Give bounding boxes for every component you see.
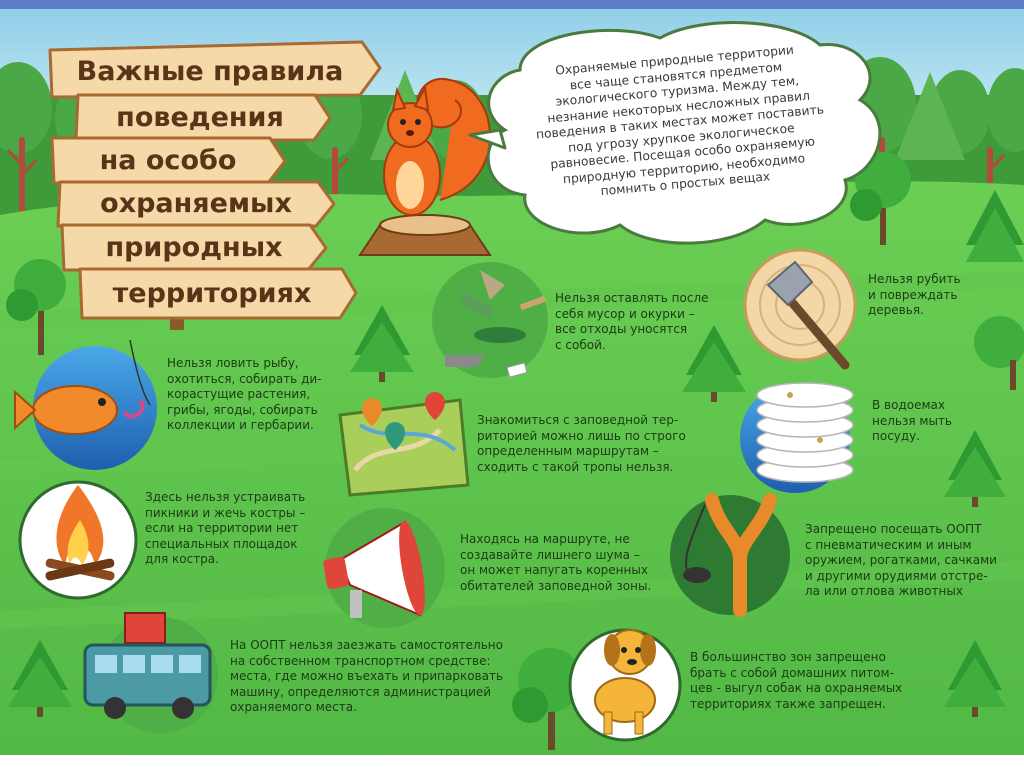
rule-no-fishing-hunting: Нельзя ловить рыбу, охотиться, собирать ди- корастущие растения, грибы, ягоды, собирать коллекции и гербарии. <box>167 356 322 432</box>
slingshot-icon <box>670 495 790 615</box>
rule-no-litter: Нельзя оставлять после себя мусор и окурки – все отходы уносятся с собой. <box>555 291 709 352</box>
rule-no-tree-cutting: Нельзя рубить и повреждать деревья. <box>868 272 961 317</box>
rule-no-noise: Находясь на маршруте, не создавайте лишнего шума – он может напугать коренных обитателей заповедной зоны. <box>460 532 652 593</box>
bottom-margin <box>0 755 1024 767</box>
rule-stay-on-route: Знакомиться с заповедной тер- риторией можно лишь по строго определенным маршрутам – сходить с такой тропы нельзя. <box>477 413 686 474</box>
top-frame-bar <box>0 0 1024 9</box>
dog-icon <box>570 630 680 740</box>
litter-icon <box>432 262 548 378</box>
rule-no-vehicles: На ООПТ нельзя заезжать самостоятельно на собственном транспортном средстве: места, где можно въехать и припарковать машину, определяются администрацией охраняемого места. <box>230 638 504 714</box>
rule-no-pets: В большинство зон запрещено брать с собой домашних питом- цев - выгул собак на охраняемых территориях также запрещен. <box>690 650 903 711</box>
campfire-icon <box>20 482 136 598</box>
rule-no-fires: Здесь нельзя устраивать пикники и жечь костры – если на территории нет специальных площадок для костра. <box>145 490 306 566</box>
title-line-4: охраняемых <box>100 188 292 219</box>
title-line-3: на особо <box>99 145 237 176</box>
title-line-2: поведения <box>116 102 284 133</box>
title-line-1: Важные правила <box>76 56 344 87</box>
rule-no-weapons: Запрещено посещать ООПТ с пневматическим и иным оружием, рогатками, сачками и другими орудиями отстре- ла или отлова животных <box>805 522 997 598</box>
title-line-6: территориях <box>112 278 312 309</box>
rule-no-dish-washing: В водоемах нельзя мыть посуду. <box>872 398 952 443</box>
intro-text: Охраняемые природные территории все чаще становятся предметом экологического туризма. Между тем, незнание некоторых несложных правил поведения в таких местах может поставить под угрозу хрупкое экологическое равновесие. Посещая особо охраняемую природную территорию, необходимо помнить о простых вещах <box>535 42 825 199</box>
title-line-5: природных <box>105 232 283 263</box>
dishes-icon <box>740 383 853 493</box>
